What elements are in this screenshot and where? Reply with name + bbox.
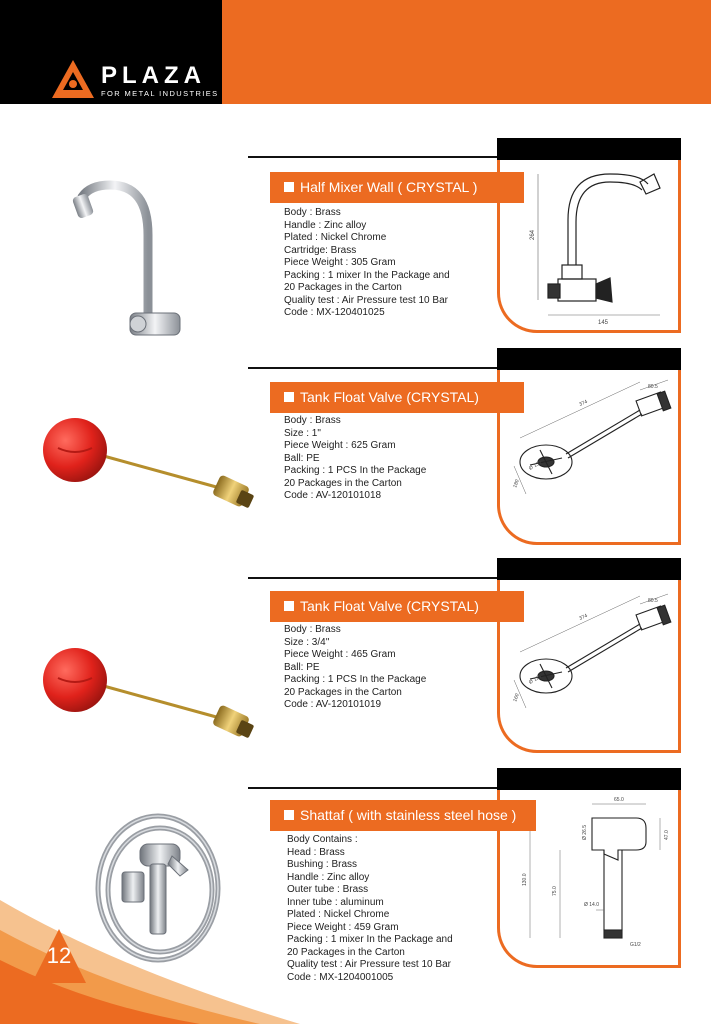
spec-line: Piece Weight : 465 Gram (284, 649, 396, 660)
product-title: Half Mixer Wall ( CRYSTAL ) (300, 179, 478, 195)
page-number-badge (30, 927, 88, 985)
product-specs (284, 207, 450, 320)
technical-drawing-frame (497, 580, 681, 753)
brand-name: PLAZA (101, 62, 206, 89)
product-title: Tank Float Valve (CRYSTAL) (300, 389, 479, 405)
spec-line: 20 Packages in the Carton (284, 477, 402, 489)
spec-line: Piece Weight : 459 Gram (287, 921, 399, 933)
section-rule (248, 367, 498, 369)
half-mixer-photo (70, 175, 200, 345)
spec-line: Ball: PE (284, 661, 320, 673)
dim-total-height: 130.0 (522, 873, 528, 886)
section-rule (248, 156, 498, 158)
spec-line: 20 Packages in the Carton (287, 946, 405, 958)
product-title-bar (270, 591, 524, 622)
shattaf-photo (88, 808, 238, 968)
dim-width: 145 (598, 320, 609, 326)
dim-thread: G1/2 (630, 942, 641, 948)
spec-line: Packing : 1 PCS In the Package (284, 465, 427, 476)
technical-drawing-frame (497, 370, 681, 545)
square-bullet-icon (284, 392, 294, 402)
section-black-bar (497, 138, 681, 160)
spec-line: Body : Brass (284, 415, 341, 426)
dim-ball-diameter: Ø 130 (528, 459, 543, 472)
spec-line: Code : MX-120401025 (284, 307, 385, 318)
dim-body-height: 75.0 (552, 886, 558, 896)
product-title: Tank Float Valve (CRYSTAL) (300, 598, 479, 614)
section-rule (248, 577, 498, 579)
spec-line: Body : Brass (284, 207, 341, 218)
product-title-bar (270, 382, 524, 413)
product-specs (284, 415, 426, 503)
spec-line: Handle : Zinc alloy (284, 219, 367, 231)
spec-line: Plated : Nickel Chrome (284, 232, 387, 243)
spec-line: Inner tube : aluminum (287, 896, 384, 908)
product-title-bar (270, 172, 524, 203)
section-rule (248, 787, 498, 789)
spec-line: Size : 3/4'' (284, 636, 330, 648)
dim-ball-height: 180 (512, 478, 521, 489)
spec-line: Code : AV-120101019 (284, 699, 382, 710)
spec-line: Size : 1" (284, 427, 321, 439)
spec-line: Body Contains : (287, 834, 358, 845)
plaza-logo-icon (50, 58, 96, 100)
dim-ball-diameter: Ø 115 (528, 673, 543, 686)
dim-head-height: 47.0 (664, 830, 670, 840)
dim-head-width: 65.0 (614, 797, 624, 803)
brand-tagline: FOR METAL INDUSTRIES (101, 89, 219, 98)
float-valve-2-photo (40, 640, 260, 750)
float-valve-drawing (500, 580, 678, 750)
spec-line: Bushing : Brass (287, 859, 358, 870)
product-specs (287, 834, 453, 984)
half-mixer-drawing (500, 160, 678, 330)
spec-line: Body : Brass (284, 624, 341, 635)
spec-line: Outer tube : Brass (287, 884, 369, 895)
spec-line: Packing : 1 mixer In the Package and (284, 269, 450, 281)
spec-line: 20 Packages in the Carton (284, 686, 402, 698)
dim-length: 374 (578, 398, 589, 408)
header-orange-panel (222, 0, 711, 104)
product-title: Shattaf ( with stainless steel hose ) (300, 807, 517, 823)
spec-line: Piece Weight : 305 Gram (284, 257, 396, 268)
dim-ball-height: 160 (512, 692, 521, 703)
spec-line: Head : Brass (287, 846, 345, 858)
square-bullet-icon (284, 810, 294, 820)
dim-length: 374 (578, 612, 589, 622)
spec-line: Code : MX-1204001005 (287, 971, 394, 983)
spec-line: Quality test : Air Pressure test 10 Bar (284, 294, 448, 306)
dim-offset: 80.5 (648, 598, 658, 604)
dim-nozzle: Ø 26.5 (582, 824, 588, 840)
spec-line: Cartridge: Brass (284, 244, 357, 256)
square-bullet-icon (284, 601, 294, 611)
section-black-bar (497, 348, 681, 370)
spec-line: Handle : Zinc alloy (287, 871, 370, 883)
dim-height: 264 (530, 229, 536, 240)
page-number: 12 (46, 943, 72, 968)
technical-drawing-frame (497, 160, 681, 333)
spec-line: Plated : Nickel Chrome (287, 909, 390, 920)
spec-line: Piece Weight : 625 Gram (284, 440, 396, 451)
dim-body-diameter: Ø 14.0 (584, 902, 600, 908)
square-bullet-icon (284, 182, 294, 192)
product-title-bar (270, 800, 536, 831)
spec-line: Quality test : Air Pressure test 10 Bar (287, 959, 451, 970)
spec-line: Ball: PE (284, 452, 320, 464)
spec-line: 20 Packages in the Carton (284, 282, 402, 293)
section-black-bar (497, 768, 681, 790)
dim-offset: 80.5 (648, 384, 658, 390)
product-specs (284, 624, 426, 712)
spec-line: Packing : 1 PCS In the Package (284, 674, 427, 685)
spec-line: Packing : 1 mixer In the Package and (287, 934, 453, 945)
section-black-bar (497, 558, 681, 580)
float-valve-1-photo (40, 410, 260, 520)
spec-line: Code : AV-120101018 (284, 490, 382, 501)
float-valve-drawing (500, 370, 678, 540)
